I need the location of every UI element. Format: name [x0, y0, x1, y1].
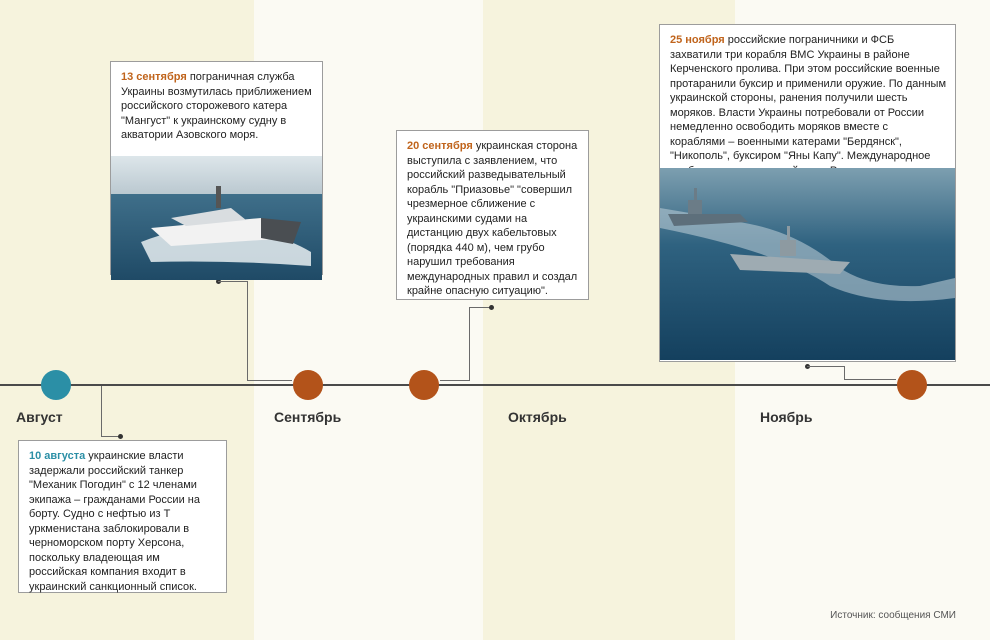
event-date: 13 сентября [121, 71, 187, 83]
event-card-nov25 [659, 24, 956, 362]
timeline-dot-nov25[interactable] [897, 370, 927, 400]
event-text: украинская сторона выступила с заявлением, что российский разведывательный корабль "Приазовье" "совершил чрезмерное сближение с украинскими судами на дистанцию двух кабельтовых (порядка 440 м), чем грубо нарушил требования международных правил и создал крайне опасную ситуацию". [407, 140, 578, 297]
event-card-sep20 [396, 130, 589, 300]
timeline-dot-aug10[interactable] [41, 370, 71, 400]
event-card-sep13 [110, 61, 323, 275]
event-text: российские пограничники и ФСБ захватили три корабля ВМС Украины в районе Керченского пролива. При этом российские военные протаранили буксир и применили оружие. По данным украинской стороны, ранения получили шесть моряков. Власти Украины потребовали от России немедленно освободить моряков вместе с кораблями – военными катерами "Бердянск", "Никополь", буксиром "Яны Капу". Международное [670, 34, 947, 162]
timeline-dot-sep13[interactable] [293, 370, 323, 400]
boat-photo [111, 156, 322, 280]
month-label-august: Август [16, 409, 63, 425]
event-date: 20 сентября [407, 140, 473, 152]
event-date: 25 ноября [670, 34, 725, 46]
source-note: Источник: сообщения СМИ [830, 610, 956, 621]
event-text: украинские власти задержали российский танкер "Механик Погодин" с 12 членами экипажа – гражданами России на борту. Судно с нефтью из Т уркменистана заблокировали в черноморском порту Херсона, поскольку владеющая им российская компания входит в украинский санкционный список. [29, 450, 200, 593]
month-label-october: Октябрь [508, 409, 567, 425]
event-date: 10 августа [29, 450, 86, 462]
event-card-aug10 [18, 440, 227, 593]
timeline-dot-sep20[interactable] [409, 370, 439, 400]
event-text: пограничная служба Украины возмутилась приближением российского сторожевого катера "Мангуст" к украинскому судну в акватории Азовского моря. [121, 71, 312, 141]
ships-photo [660, 168, 955, 360]
month-label-november: Ноябрь [760, 409, 813, 425]
month-label-september: Сентябрь [274, 409, 342, 425]
timeline-axis [0, 384, 990, 386]
